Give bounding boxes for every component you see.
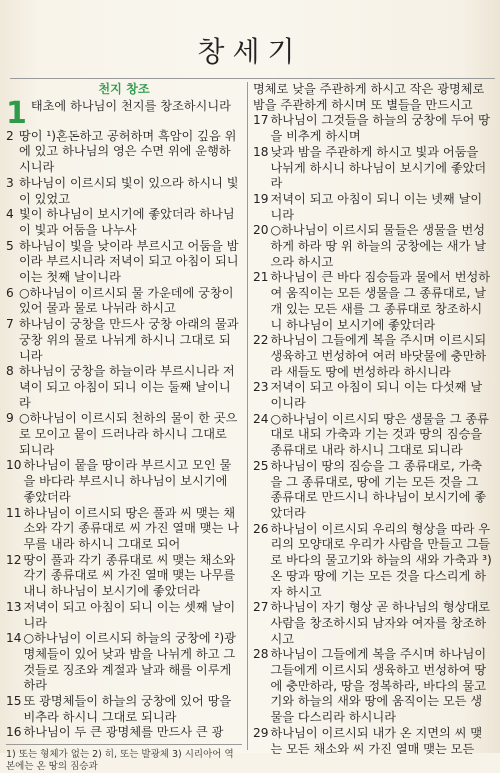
verse-number: 4 (6, 207, 14, 222)
verse-number: 5 (6, 238, 14, 253)
verse (253, 113, 493, 144)
verse (6, 317, 242, 364)
verse-number: 29 (253, 725, 269, 740)
verse-text: 하나님이 그들에게 복을 주시며 하나님이 그들에게 이르시되 생육하고 번성하여 땅에 충만하라, 땅을 정복하라, 바다의 물고기와 하늘의 새와 땅에 움직이는 모든 생물을 다스리라 하시니라 (270, 647, 487, 725)
verse (6, 458, 242, 505)
verse-text: 하나님이 그들에게 복을 주시며 이르시되 생육하고 번성하여 여러 바닷물에 충만하라 새들도 땅에 번성하라 하시니라 (270, 333, 487, 379)
verse-number: 13 (6, 599, 22, 614)
verse-text: 땅이 풀과 각기 종류대로 씨 맺는 채소와 각기 종류대로 씨 가진 열매 맺는 나무를 내니 하나님이 보시기에 좋았더라 (23, 552, 236, 599)
verse-number: 15 (6, 694, 22, 709)
verse-text: 하나님이 자기 형상 곧 하나님의 형상대로 사람을 창조하시되 남자와 여자를 창조하시고 (270, 600, 491, 646)
verse-number: 26 (253, 521, 269, 536)
verse-number: 6 (6, 285, 14, 300)
verse-number: 9 (6, 411, 14, 426)
verse-number: 24 (253, 411, 269, 426)
verse-text: 태초에 하나님이 천지를 창조하시니라 (30, 98, 231, 113)
verse-text: 하나님이 뭍을 땅이라 부르시고 모인 물을 바다라 부르시니 하나님이 보시기에 좋았더라 (23, 458, 232, 504)
verse-text: 하나님이 이르시되 우리의 형상을 따라 우리의 모양대로 우리가 사람을 만들고 그들로 바다의 물고기와 하늘의 새와 가축과 ³)온 땅과 땅에 기는 모든 것을 다스리게 하자 하시고 (270, 521, 492, 599)
verse (6, 631, 242, 694)
verse-number: 25 (253, 458, 269, 473)
verse-number: 22 (253, 333, 269, 348)
verse (253, 459, 493, 522)
verse-number: 20 (253, 223, 269, 238)
verse (253, 412, 493, 459)
verse (6, 239, 242, 286)
verse (6, 207, 242, 238)
verse-number: 12 (6, 552, 22, 567)
verse-number: 8 (6, 364, 14, 379)
verse (6, 600, 242, 631)
verse (6, 411, 242, 458)
verse-text: 하나님이 땅의 짐승을 그 종류대로, 가축을 그 종류대로, 땅에 기는 모든 것을 그 종류대로 만드시니 하나님이 보시기에 좋았더라 (270, 458, 487, 520)
right-column (253, 82, 493, 757)
verse (253, 145, 493, 192)
verse (253, 333, 493, 380)
verse (6, 286, 242, 317)
verse (253, 600, 493, 647)
verse-number: 19 (253, 191, 269, 206)
verse-number: 28 (253, 647, 269, 662)
verse-number: 21 (253, 270, 269, 285)
verse-text: ○하나님이 이르시되 물 가운데에 궁창이 있어 물과 물로 나뉘라 하시고 (19, 285, 234, 316)
verse (253, 380, 493, 411)
verse-text: 명체로 낮을 주관하게 하시고 작은 광명체로 밤을 주관하게 하시며 또 별들을 만드시고 (253, 82, 485, 112)
verse-text: 하나님이 빛을 낮이라 부르시고 어둠을 밤이라 부르시니라 저녁이 되고 아침이 되니 이는 첫째 날이니라 (19, 238, 239, 285)
verse-number: 23 (253, 380, 269, 395)
footnote-rule (6, 744, 242, 745)
verse (253, 522, 493, 601)
verse-text: 하나님이 이르시되 빛이 있으라 하시니 빛이 있었고 (19, 175, 239, 206)
verse-number: 16 (6, 725, 22, 740)
verse (253, 192, 493, 223)
verse-text: 하나님이 궁창을 하늘이라 부르시니라 저녁이 되고 아침이 되니 이는 둘째 날이니라 (19, 364, 235, 410)
verse (6, 553, 242, 600)
verse-number: 11 (6, 505, 22, 520)
book-title: 창세기 (197, 35, 303, 68)
verse-text: 저녁이 되고 아침이 되니 이는 다섯째 날이니라 (270, 380, 483, 411)
verse-text: 하나님이 궁창을 만드사 궁창 아래의 물과 궁창 위의 물로 나뉘게 하시니 그대로 되니라 (19, 317, 239, 363)
verse-text: 하나님이 이르시되 내가 온 지면의 씨 맺는 모든 채소와 씨 가진 열매 맺는 모든 (270, 725, 483, 756)
verse (6, 506, 242, 553)
verse (253, 82, 493, 113)
verse-number: 2 (6, 128, 14, 143)
verse-text: 하나님이 큰 바다 짐승들과 물에서 번성하여 움직이는 모든 생물을 그 종류대로, 날개 있는 모든 새를 그 종류대로 창조하시니 하나님이 보시기에 좋았더라 (270, 270, 491, 332)
header-rule (10, 78, 495, 79)
verse-text: 낮과 밤을 주관하게 하시고 빛과 어둠을 나뉘게 하시니 하나님이 보시기에 좋았더라 (270, 144, 487, 191)
verse-text: 빛이 하나님이 보시기에 좋았더라 하나님이 빛과 어둠을 나누사 (19, 207, 235, 237)
chapter-number: 1 (6, 95, 27, 131)
verse-number: 7 (6, 317, 14, 332)
verse-text: 하나님이 이르시되 땅은 풀과 씨 맺는 채소와 각기 종류대로 씨 가진 열매 맺는 나무를 내라 하시니 그대로 되어 (23, 505, 240, 551)
verse-number: 14 (6, 631, 22, 646)
verse-text: 땅이 ¹)혼돈하고 공허하며 흑암이 깊음 위에 있고 하나님의 영은 수면 위에 운행하시니라 (19, 128, 237, 175)
verse (6, 129, 242, 176)
section-heading: 천지 창조 (98, 82, 150, 96)
verse (253, 270, 493, 333)
verse-text: 하나님이 두 큰 광명체를 만드사 큰 광 (23, 725, 224, 740)
right-verse-list (253, 82, 493, 757)
verse (6, 176, 242, 207)
verse (6, 694, 242, 725)
verse-text: 저녁이 되고 아침이 되니 이는 셋째 날이니라 (23, 599, 236, 630)
verse-text: ○하나님이 이르시되 천하의 물이 한 곳으로 모이고 뭍이 드러나라 하시니 그대로 되니라 (19, 411, 238, 457)
verse-text: ○하나님이 이르시되 땅은 생물을 그 종류대로 내되 가축과 기는 것과 땅의 짐승을 종류대로 내라 하시니 그대로 되니라 (270, 411, 489, 458)
verse (6, 95, 242, 131)
verse-text: 하나님이 그것들을 하늘의 궁창에 두어 땅을 비추게 하시며 (270, 113, 491, 144)
left-column (6, 82, 242, 773)
verse-number: 18 (253, 144, 269, 159)
verse (253, 647, 493, 726)
verse-text: ○하나님이 이르시되 하늘의 궁창에 ²)광명체들이 있어 낮과 밤을 나뉘게 하고 그것들로 징조와 계절과 날과 해를 이루게 하라 (23, 631, 236, 693)
verse-text: 저녁이 되고 아침이 되니 이는 넷째 날이니라 (270, 191, 483, 222)
left-verse-list (6, 95, 242, 741)
verse-number: 3 (6, 175, 14, 190)
column-divider (247, 82, 248, 750)
verse-text: ○하나님이 이르시되 물들은 생물을 번성하게 하라 땅 위 하늘의 궁창에는 새가 날으라 하시고 (270, 223, 487, 269)
verse-number: 10 (6, 458, 22, 473)
footnotes: 1) 또는 형체가 없는 2) 히, 또는 발광체 3) 시리아어 역본에는 온 땅의 짐승과 (6, 749, 234, 773)
verse (253, 223, 493, 270)
verse (6, 364, 242, 411)
verse-text: 또 광명체들이 하늘의 궁창에 있어 땅을 비추라 하시니 그대로 되니라 (23, 694, 232, 724)
verse-number: 17 (253, 113, 269, 128)
verse (6, 725, 242, 741)
verse-number: 27 (253, 600, 269, 615)
